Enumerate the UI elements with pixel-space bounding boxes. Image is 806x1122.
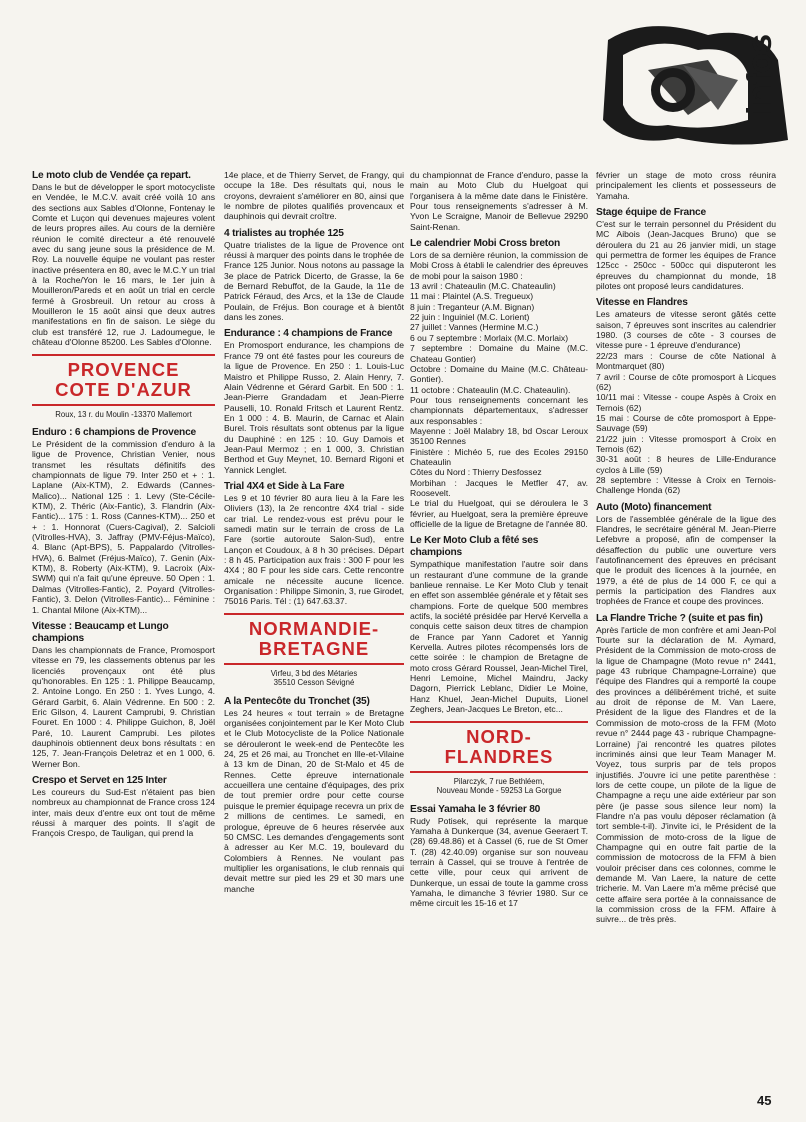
article-body: Les 24 heures « tout terrain » de Bretagne organisées conjointement par le Ker Moto Club et le Club Motocycliste de la Police Nationale se dérouleront le week-end de Pentecôte les 24, 25 et 26 mai, au Tronchet en Ille-et-Vilaine à 13 km de Dinan, 20 de St-Malo et 45 de Rennes. Cette épreuve internationale accueillera une centaine d'équipages, des prix de tout premier ordre pour cette course puisque le premier équipage recevra un prix de 2 millions de centimes. Le samedi, en prologue, épreuve de 6 heures réservée aux 50 CMSC. Les demandes d'engagements sont à adresser au Ker M.C. 19, boulevard du Colombiers à Rennes. Ne voulant pas multiplier les organisations, le club rennais qui devait mettre sur pied les 29 et 30 mars une manche bbox=[224, 707, 404, 894]
region-title: NORMANDIE- bbox=[248, 617, 380, 639]
region-banner-nord bbox=[410, 721, 588, 773]
article-body: Le Président de la commission d'enduro à la ligue de Provence, Christian Venier, nous transmet les résultats définitifs des championnats de ligue 79. Inter 250 et + : 1. Laplane (Aix-KTM), 2. Edwards (Cannes-Malico)... National 125 : 1. Levy (Ste-Cécile-KTM), 2. Théric (Aix-Fantic), 3. Flandrin (Aix-Fantic)... 175 : 1. Ross (Cannes-KTM)... 250 et + : 1. Honnorat (Cuers-Cagival), 2. Salcioli (Vitrolles-HVA), 3. Jaffray (PMV-Féjus-Maïco), 4. Blanc (Apt-BPS), 5. Pappalardo (Vitrolles-HVA), 6. Balmet (Fréjus-Maïco), 7. Genin (Aix-KTM), 8. Roberty (Aix-KTM), 9. Lacroix (Aix-SWM) qui n'a fait qu'une épreuve. 50 Open : 1. Dalmas (Vitrolles-Fantic), 2. Poyard (Vitrolles-Fantic), 3. Delon (Vitrolles-Fantic)... Féminine : 1. Chantal Milone (Aix-KTM)... bbox=[32, 439, 215, 615]
region-banner-provence bbox=[32, 354, 215, 406]
column-3 bbox=[410, 170, 588, 915]
article-body: Quatre trialistes de la ligue de Provence ont réussi à marquer des points dans le trophée de France 125 Junior. Nous notons au passage la 3e place de Patrick Dicerto, de Grasse, la 6e de Bernard Rebuffot, de la Gaude, la 11e de Patrick Féraud, des Arcs, et la 13e de Claude Poulain, de Fréjus. Bon courage et à bientôt dans les zones. bbox=[224, 239, 404, 323]
article-headline: Le Ker Moto Club a fêté ses champions bbox=[410, 535, 539, 559]
article-headline: Endurance : 4 champions de France bbox=[224, 328, 393, 340]
article-body: En Promosport endurance, les champions de France 79 ont été fastes pour les coureurs de la ligue de Provence. En 250 : 1. Louis-Luc Maistro et Philippe Russo, 2. Alain Henry, 7. Alain Védrenne et Gérard Garbit. En 500 : 1. Jean-Pierre Grandadam et Jean-Pierre Pauselli, 10. Ronald Fritsch et Laurent Rentz. En 1 000 : 4. B. Maurin, de Carnac et Alain Burel. Trois résultats sont obtenus par la ligue du Dauphiné : en 125 : 10. Guy Damois et Jean-Paul Mermoz ; en 1 000, 3. Christian Berthod et Guy Meynet, 10. Bernard Rigoni et Yannick Lenglet. bbox=[224, 340, 404, 475]
region-address bbox=[224, 669, 404, 688]
region-address-line: Pilarczyk, 7 rue Bethléem, bbox=[453, 776, 545, 786]
article-headline: Essai Yamaha le 3 février 80 bbox=[410, 803, 541, 815]
article-body: Lors de sa dernière réunion, la commission de Mobi Cross à établi le calendrier des épreuves de mobi pour la saison 1980 : 13 avril : Chateaulin (M.C. Chateaulin) 11 mai : Plaintel (A.S. Tregueux) 8 juin : Treganteur (A.M. Bignan) 22 juin : Inguiniel (M.C. Lorient) 27 juillet : Vannes (Hermine M.C.) 6 ou 7 septembre : Morlaix (M.C. Morlaix) 7 septembre : Domaine du Maine (M.C. Chateau Gontier) Octobre : Domaine du Maine (M.C. Château-Gontier). 11 octobre : Chateaulin (M.C. Chateaulin). Pour tous renseignements concernant les championnats départementaux, s'adresser aux responsables : Mayenne : Joël Malabry 18, bd Oscar Leroux 35100 Rennes Finistère : Michéo 5, rue des Ecoles 29150 Chateaulin Côtes du Nord : Thierry Desfossez Morbihan : Jacques le Metfler 47, av. Roosevelt. Le trial du Huelgoat, qui se déroulera le 3 février, au Huelgoat, sera la première épreuve officielle de la ligue de Bretagne de l'année 80. bbox=[410, 250, 588, 529]
column-2 bbox=[224, 170, 404, 900]
article-body: C'est sur le terrain personnel du Président du MC Aibois (Jean-Jacques Bruno) que se déroulera du 21 au 26 janvier midi, un stage qui permettra de former les équipes de France 125cc - 250cc - 500cc qui disputeront les épreuves du championnat du monde, 18 pilotes ont proposé leurs candidatures. bbox=[596, 219, 776, 292]
article-headline: Stage équipe de France bbox=[596, 207, 706, 219]
article-headline: Auto (Moto) financement bbox=[596, 501, 712, 513]
article-body: Les 9 et 10 février 80 aura lieu à la Fare les Oliviers (13), la 2e rencontre 4X4 trial - side car trial. Le rendez-vous est prévu pour le samedi matin sur le terrain de cross de La Fare (sortie autoroute Salon-Sud), entre Lançon et Coudoux, à 8 h 30 précises. Départ : 8 h 45. Participation aux frais : 300 F pour les 4X4 ; 80 F pour les side cars. Cette rencontre amicale ne nécessite aucune licence. Organisation : Philippe Simonin, 3, rue Girodet, 75016 Paris. Tél : (1) 647.63.37. bbox=[224, 492, 404, 607]
region-address-line: Nouveau Monde - 59253 La Gorgue bbox=[436, 786, 562, 795]
article-body: Dans le but de développer le sport motocycliste en Vendée, le M.C.V. avait créé voilà 10 ans des sections aux Sables d'Olonne, Fontenay le Comte et Luçon qui devenues majeures volent de leurs propres ailes. Au cours de la dernière réunion le comité directeur a été renouvelé avec du sang jeune sous la présidence de M. Roy. La nouvelle équipe ne voulant pas rester inactive présentera en 80, avec le M.C.Y un trial à la Roche/Yon le 16 mars, le 1er juin à Mouilleron/Pareds et en août un trial en cercle fermé à Grosbreuil. Un retour au cross à Mouilleron le 15 août ainsi que deux autres manifestations en fin de saison. Le siège du club est transféré 12, rue J. Ladoumegue, le château d'Olonne 85200. Les Sables d'Olonne. bbox=[32, 182, 215, 348]
column-1 bbox=[32, 170, 215, 845]
article-headline: Le calendrier Mobi Cross breton bbox=[410, 238, 561, 250]
region-address-line: 35510 Cesson Sévigné bbox=[273, 678, 355, 688]
region-title: BRETAGNE bbox=[258, 637, 370, 659]
article-headline: Trial 4X4 et Side à La Fare bbox=[224, 480, 345, 492]
article-body: Sympathique manifestation l'autre soir dans un restaurant d'une commune de la grande banlieue rennaise. Le Ker Moto Club y tenait en effet son assemblée générale et y fêtait ses champions. Forte de quelque 500 membres actifs, la société présidée par Hervé Kervella a conquis cette saison deux titres de champion de France par Yann Cadoret et Yannig Kervella. Autres pilotes récompensés lors de cette soirée : le champion de Bretagne de moto cross Gérard Roussel, Jean-Michel Tirel, Henri Lemoine, Michel Maindru, Jacky Dagorn, Pierrick Leblanc, Didier Le Moine, Hanz Khuel, Jean-Michel Dupuits, Lionel Zeghers, Jean-Jacques Le Breton, etc... bbox=[410, 559, 588, 715]
article-body: Lors de l'assemblée générale de la ligue des Flandres, le secrétaire général M. Jean-Pierre Lefebvre a proposé, afin de compenser la désaffection du public une ouverture vers l'autofinancement des épreuves en précisant que le produit des licences à la journée, en 1979, a été de plus de 14 000 F, ce qui a permis la participation des Flandres aux trophées de France et coupe des provinces. bbox=[596, 513, 776, 607]
region-title: PROVENCE bbox=[67, 358, 180, 380]
infos-logo bbox=[588, 20, 798, 150]
article-body: Dans les championnats de France, Promosport vitesse en 79, les classements obtenus par les licenciés provençaux ont été plus qu'honorables. En 125 : 1. Philippe Beaucamp, 2. Antoine Longo. En 250 : 1. Yves Lungo, 4. Gérard Garbit, 6. Alain Védrenne. En 500 : 2. Eric Gilson, 4. Laurent Camprubi, 9. Christian Fouret. En 1000 : 4. Philippe Guichon, 8, Joël Paré, 10. Laurent Camprubi. Les pilotes dauphinois obtiennent deux bons résultats : en 125, 7. Jean-François Deletraz et en 1 000, 6. Werner Bon. bbox=[32, 644, 215, 769]
article-headline: 4 trialistes au trophée 125 bbox=[224, 227, 344, 239]
region-address bbox=[410, 777, 588, 796]
article-body: 14e place, et de Thierry Servet, de Frangy, qui occupe la 18e. Des résultats qui, nous le croyons, devraient s'améliorer en 80, ainsi que le nombre de pilotes qualifiés provencaux et dauphinois qui devrait croître. bbox=[224, 170, 404, 222]
page-number: 45 bbox=[757, 1093, 772, 1108]
article-headline: Enduro : 6 champions de Provence bbox=[32, 427, 196, 438]
article-body: Les coureurs du Sud-Est n'étaient pas bien nombreux au championnat de France cross 124 inter, mais deux d'entre eux ont tout de même réussi à marquer des points. Il s'agit de François Crespo, de Tauligan, qui prend la bbox=[32, 786, 215, 839]
region-address-line: Virfeu, 3 bd des Métaries bbox=[270, 668, 358, 678]
region-banner-normandie bbox=[224, 613, 404, 665]
region-title: FLANDRES bbox=[444, 745, 554, 767]
region-title: COTE D'AZUR bbox=[55, 378, 192, 400]
article-headline: A la Pentecôte du Tronchet (35) bbox=[224, 695, 370, 707]
article-body: Après l'article de mon confrère et ami Jean-Pol Tourte sur la déclaration de M. Aymard, Président de la Commission de moto-cross de la ligue de Champagne (Moto revue n° 2441, page 43 rubrique Champagne-Lorraine) que l'équipe des Flandres qui a remporté la coupe des provinces a délibérément triché, et suite au droit de réponse de M. Van Laere, Président de la ligue des Flandres et de la Commission de moto-cross de la FFM (Moto revue n° 2444 page 43 - rubrique Champagne-Lorraine) j'ai rencontré les quatres pilotes incriminés ainsi que leur Team Manager M. Voyez, tous surpris par de tels propos injustifiés. J'ouvre ici une petite parenthèse : lors de cette coupe, un pilote de la ligue de Champagne a reçu une aide extérieur par son père (je passe sous silence leur nom) la Flandre n'a pas voulu déposer réclamation (à tort semble-t-il). J'invite ici, le Président de la Commission de moto-cross de la ligue de Champagne qui en outre fait partie de la commission de motocross de la FFM à bien vouloir préciser dans ces colonnes, comme le demande M. Van Laere, la nature de cette tricherie. M. Van Laere m'a même précisé que cette affaire sera portée à la connaissance de la commission cross de la FFM. Affaire à suivre... de très près. bbox=[596, 624, 776, 925]
article-headline: Le moto club de Vendée ça repart. bbox=[32, 170, 191, 181]
article-body: février un stage de moto cross réunira principalement les clients et possesseurs de Yamaha. bbox=[596, 170, 776, 201]
article-headline: La Flandre Triche ? (suite et pas fin) bbox=[596, 612, 763, 624]
article-headline: Vitesse : Beaucamp et Lungo champions bbox=[32, 620, 169, 644]
article-body: Les amateurs de vitesse seront gâtés cette saison, 7 épreuves sont inscrites au calendrier 1980. (3 courses de côte - 3 courses de vitesse pure - 1 épreuve d'endurance) 22/23 mars : Course de côte National à Montmarquet (80) 7 avril : Course de côte promosport à Licques (62) 10/11 mai : Vitesse - coupe Aspès à Croix en Ternois (62) 15 mai : Course de côte promosport à Eppe-Sauvage (59) 21/22 juin : Vitesse promosport à Croix en Ternois (62) 30-31 août : 8 heures de Lille-Endurance cyclos à Lille (59) 28 septembre : Vitesse à Croix en Ternois-Challenge Honda (62) bbox=[596, 309, 776, 496]
article-headline: Vitesse en Flandres bbox=[596, 297, 688, 309]
article-headline: Crespo et Servet en 125 Inter bbox=[32, 774, 167, 786]
region-title: NORD- bbox=[466, 725, 532, 747]
column-4 bbox=[596, 170, 776, 931]
region-address: Roux, 13 r. du Moulin -13370 Mallemort bbox=[55, 409, 192, 419]
article-body: du championnat de France d'enduro, passe la main au Moto Club du Huelgoat qui l'organisera à la même date dans le Finistère. Pour tous renseignements s'adresser à M. Yvon Le Scraigne, Manoir de Bellevue 29290 Saint-Renan. bbox=[410, 170, 588, 232]
logo-text: infos bbox=[741, 33, 779, 115]
article-body: Rudy Potisek, qui représente la marque Yamaha à Dunkerque (34, avenue Geeraert T. (28) 69.48.86) et à Cassel (6, rue de St Omer T. (28) 42.40.09) organise sur son nouveau terrain à Cassel, qui se trouve à l'entrée de cette ville, pour ceux qui arrivent de Dunkerque, un essai de toute la gamme cross Yamaha, le dimanche 3 février 1980. Sur ce même circuit les 15-16 et 17 bbox=[410, 815, 588, 909]
